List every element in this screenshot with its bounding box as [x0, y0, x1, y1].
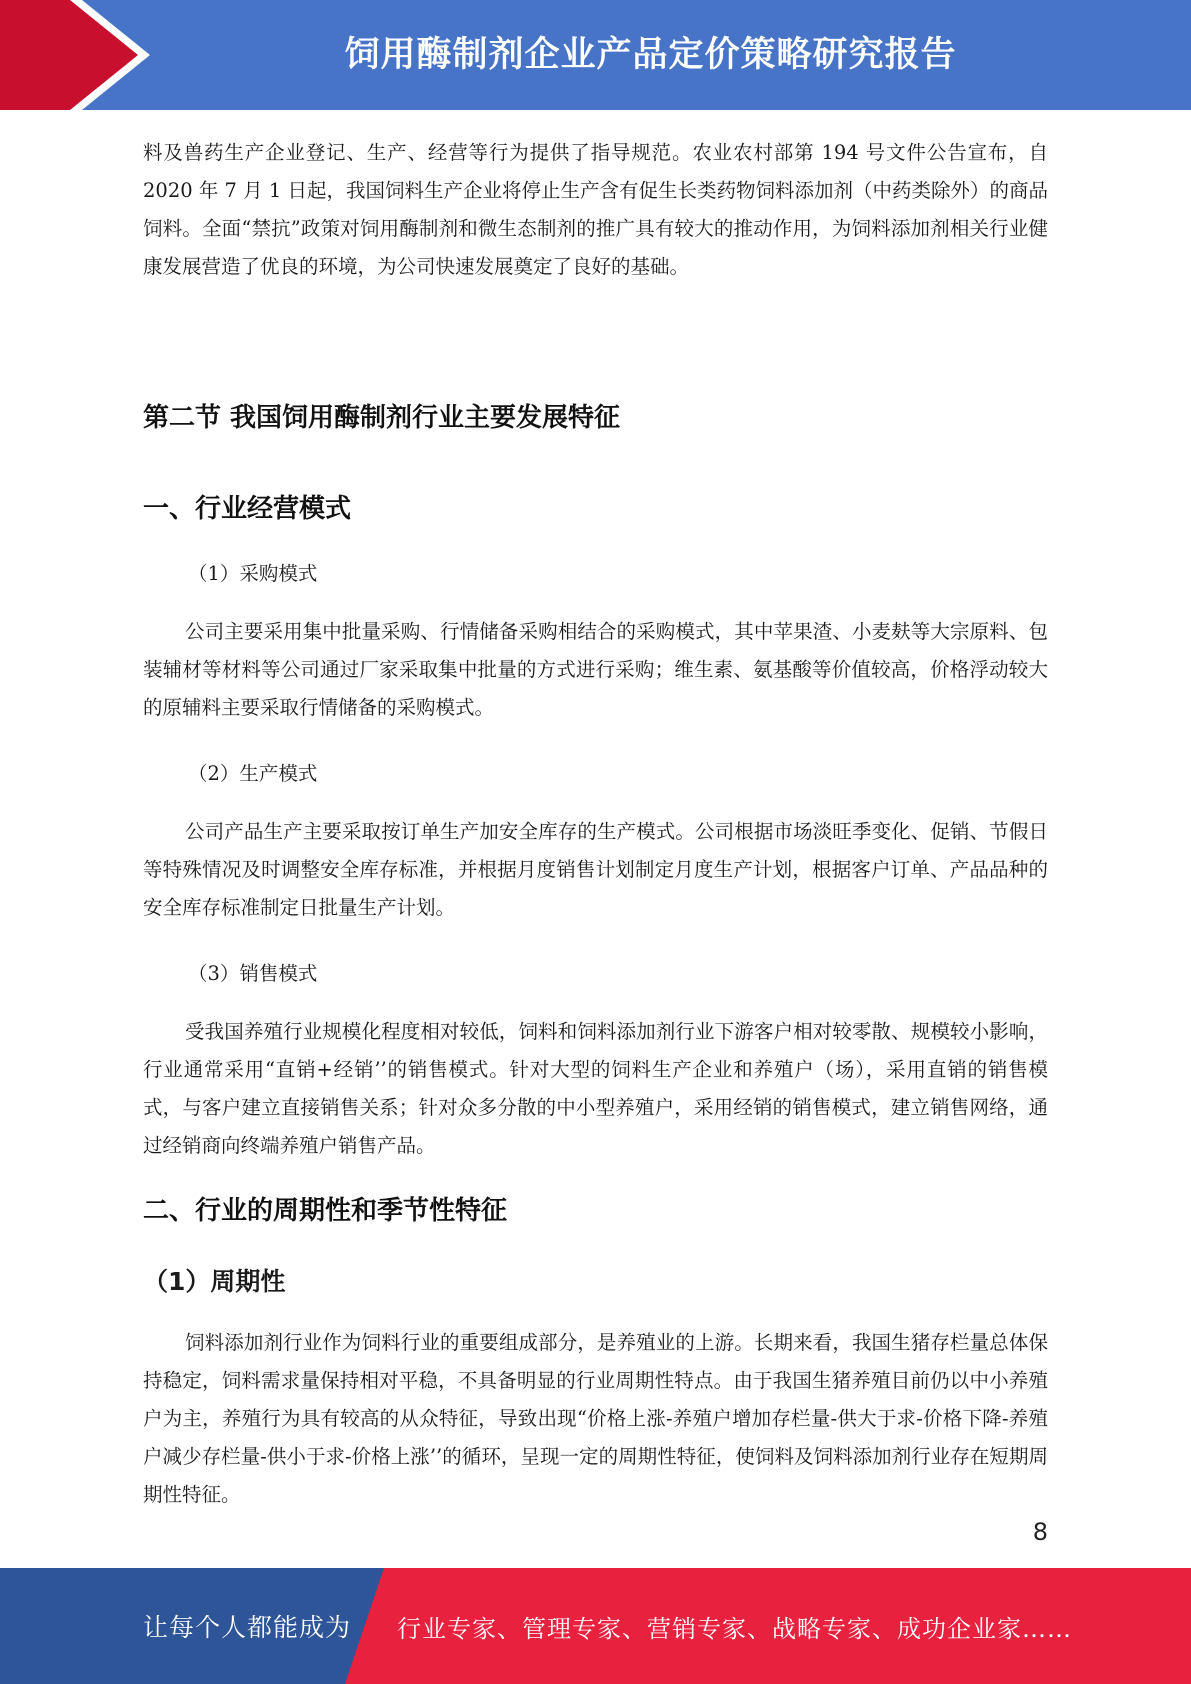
section-title: 第二节 我国饲用酶制剂行业主要发展特征 — [143, 403, 621, 433]
procurement-label: （1）采购模式 — [188, 562, 318, 585]
red-chevron-icon — [0, 0, 160, 110]
production-block — [143, 813, 1048, 927]
sales-block — [143, 1013, 1048, 1165]
cyclicality-text: 饲料添加剂行业作为饲料行业的重要组成部分，是养殖业的上游。长期来看，我国生猪存栏量总体保持稳定，饲料需求量保持相对平稳，不具备明显的行业周期性特点。由于我国生猪养殖目前仍以中小养殖户为主，养殖行为具有较高的从众特征，导致出现“价格上涨-养殖户增加存栏量-供大于求-价格下降-养殖户减少存栏量-供小于求-价格上涨’’的循环，呈现一定的周期性特征，使饲料及饲料添加剂行业存在短期周期性特征。 — [143, 1331, 1048, 1506]
cyclicality-heading: （1）周期性 — [143, 1267, 286, 1296]
sales-label: （3）销售模式 — [188, 962, 318, 985]
procurement-text: 公司主要采用集中批量采购、行情储备采购相结合的采购模式，其中苹果渣、小麦麸等大宗原料、包装辅材等材料等公司通过厂家采取集中批量的方式进行采购；维生素、氨基酸等价值较高，价格浮动较大的原辅料主要采取行情储备的采购模式。 — [143, 620, 1048, 719]
footer-slogan-left: 让每个人都能成为 — [143, 1613, 352, 1642]
cyclicality-block — [143, 1324, 1048, 1514]
page-number: 8 — [1032, 1518, 1048, 1546]
procurement-block — [143, 613, 1048, 727]
intro-block — [143, 134, 1048, 286]
part1-heading: 一、行业经营模式 — [143, 494, 352, 524]
production-text: 公司产品生产主要采取按订单生产加安全库存的生产模式。公司根据市场淡旺季变化、促销、节假日等特殊情况及时调整安全库存标准，并根据月度销售计划制定月度生产计划，根据客户订单、产品品种的安全库存标准制定日批量生产计划。 — [143, 820, 1048, 919]
sales-text: 受我国养殖行业规模化程度相对较低，饲料和饲料添加剂行业下游客户相对较零散、规模较小影响，行业通常采用“直销+经销’’的销售模式。针对大型的饲料生产企业和养殖户（场），采用直销的销售模式，与客户建立直接销售关系；针对众多分散的中小型养殖户，采用经销的销售模式，建立销售网络，通过经销商向终端养殖户销售产品。 — [143, 1020, 1048, 1157]
production-label: （2）生产模式 — [188, 762, 318, 785]
report-title: 饲用酶制剂企业产品定价策略研究报告 — [344, 35, 957, 75]
header-banner — [0, 0, 1191, 110]
intro-paragraph: 料及兽药生产企业登记、生产、经营等行为提供了指导规范。农业农村部第 194 号文件公告宣布，自 2020 年 7 月 1 日起，我国饲料生产企业将停止生产含有促生长类药物饲料添加剂（中药类除外）的商品饲料。全面“禁抗”政策对饲用酶制剂和微生态制剂的推广具有较大的推动作用，为饲料添加剂相关行业健康发展营造了优良的环境，为公司快速发展奠定了良好的基础。 — [143, 141, 1048, 278]
footer-slogan-right: 行业专家、管理专家、营销专家、战略专家、成功企业家…… — [397, 1614, 1072, 1643]
footer-banner — [0, 1568, 1191, 1684]
part2-heading: 二、行业的周期性和季节性特征 — [143, 1196, 508, 1226]
